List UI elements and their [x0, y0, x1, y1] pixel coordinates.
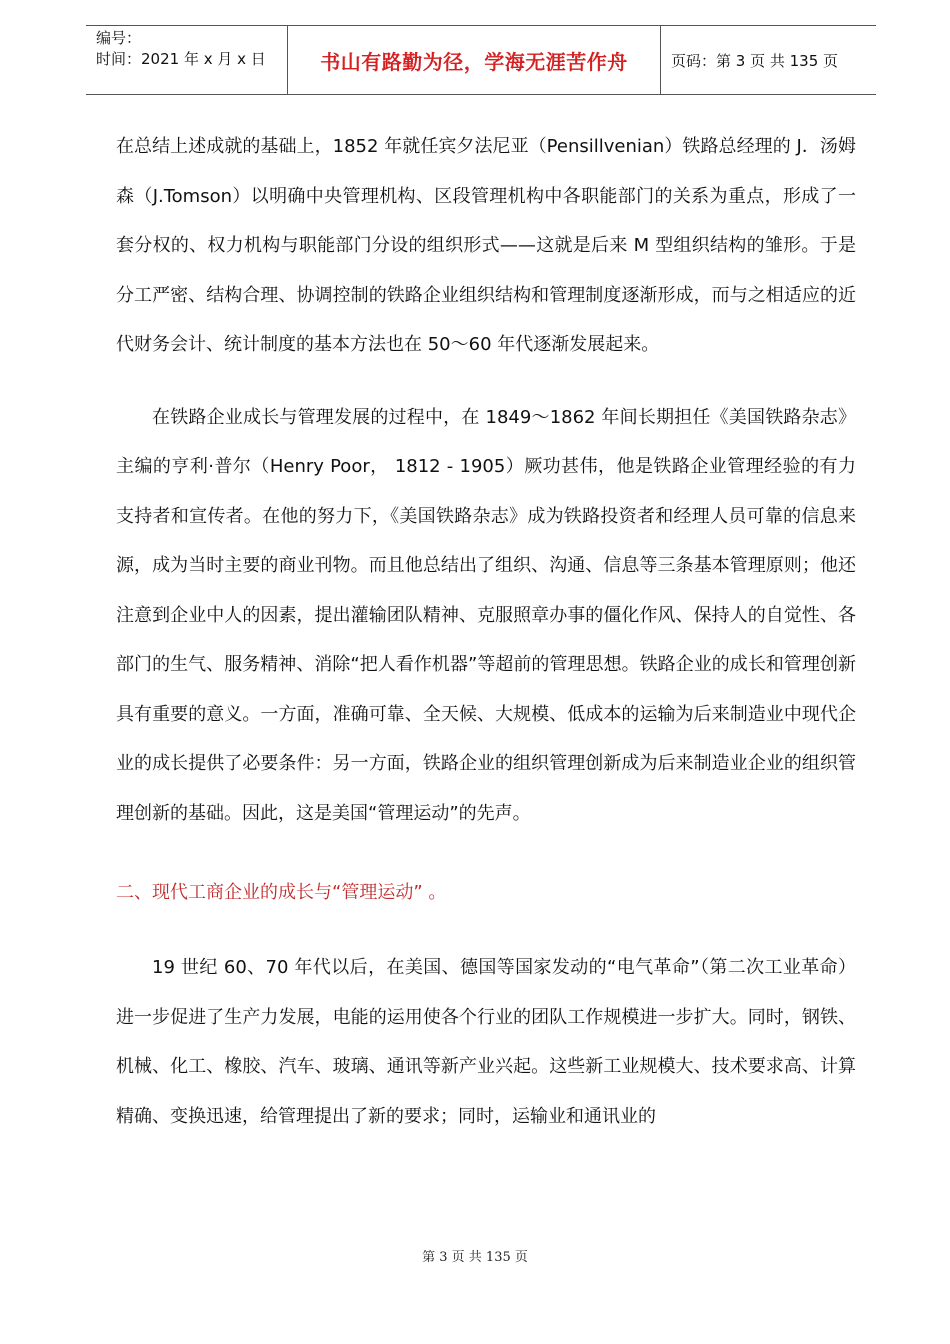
header-divider: [660, 26, 661, 94]
header-meta: [96, 28, 266, 70]
page-header: [86, 25, 876, 95]
header-page-info: 页码：第 3 页 共 135 页: [671, 51, 839, 70]
header-time-label: 时间：2021 年 x 月 x 日: [96, 50, 266, 68]
paragraph-2: 在铁路企业成长与管理发展的过程中，在 1849～1862 年间长期担任《美国铁路杂志》主编的亨利·普尔（Henry Poor， 1812 - 1905）厥功甚伟，他是铁路企业管理经验的有力支持者和宣传者。在他的努力下，《美国铁路杂志》成为铁路投资者和经理人员可靠的信息来源，成为当时主要的商业刊物。而且他总结出了组织、沟通、信息等三条基本管理原则；他还注意到企业中人的因素，提出灌输团队精神、克服照章办事的僵化作风、保持人的自觉性、各部门的生气、服务精神、消除“把人看作机器”等超前的管理思想。铁路企业的成长和管理创新具有重要的意义。一方面，准确可靠、全天候、大规模、低成本的运输为后来制造业中现代企业的成长提供了必要条件：另一方面，铁路企业的组织管理创新成为后来制造业企业的组织管理创新的基础。因此，这是美国“管理运动”的先声。: [116, 406, 856, 824]
page-footer: 第 3 页 共 135 页: [422, 1250, 528, 1265]
paragraph-3: 19 世纪 60、70 年代以后，在美国、德国等国家发动的“电气革命”（第二次工业革命）进一步促进了生产力发展，电能的运用使各个行业的团队工作规模进一步扩大。同时，钢铁、机械、化工、橡胶、汽车、玻璃、通讯等新产业兴起。这些新工业规模大、技术要求高、计算精确、变换迅速，给管理提出了新的要求；同时，运输业和通讯业的: [116, 957, 856, 1127]
section-heading: 二、现代工商企业的成长与“管理运动” 。: [116, 882, 447, 903]
header-motto: 书山有路勤为径，学海无涯苦作舟: [320, 49, 628, 74]
document-body: [116, 122, 856, 1141]
paragraph-1: 在总结上述成就的基础上，1852 年就任宾夕法尼亚（Pensillvenian）铁路总经理的 J．汤姆森（J.Tomson）以明确中央管理机构、区段管理机构中各职能部门的关系为重点，形成了一套分权的、权力机构与职能部门分设的组织形式——这就是后来 M 型组织结构的雏形。于是分工严密、结构合理、协调控制的铁路企业组织结构和管理制度逐渐形成，而与之相适应的近代财务会计、统计制度的基本方法也在 50～60 年代逐渐发展起来。: [116, 136, 856, 355]
header-number-label: 编号：: [96, 29, 142, 47]
